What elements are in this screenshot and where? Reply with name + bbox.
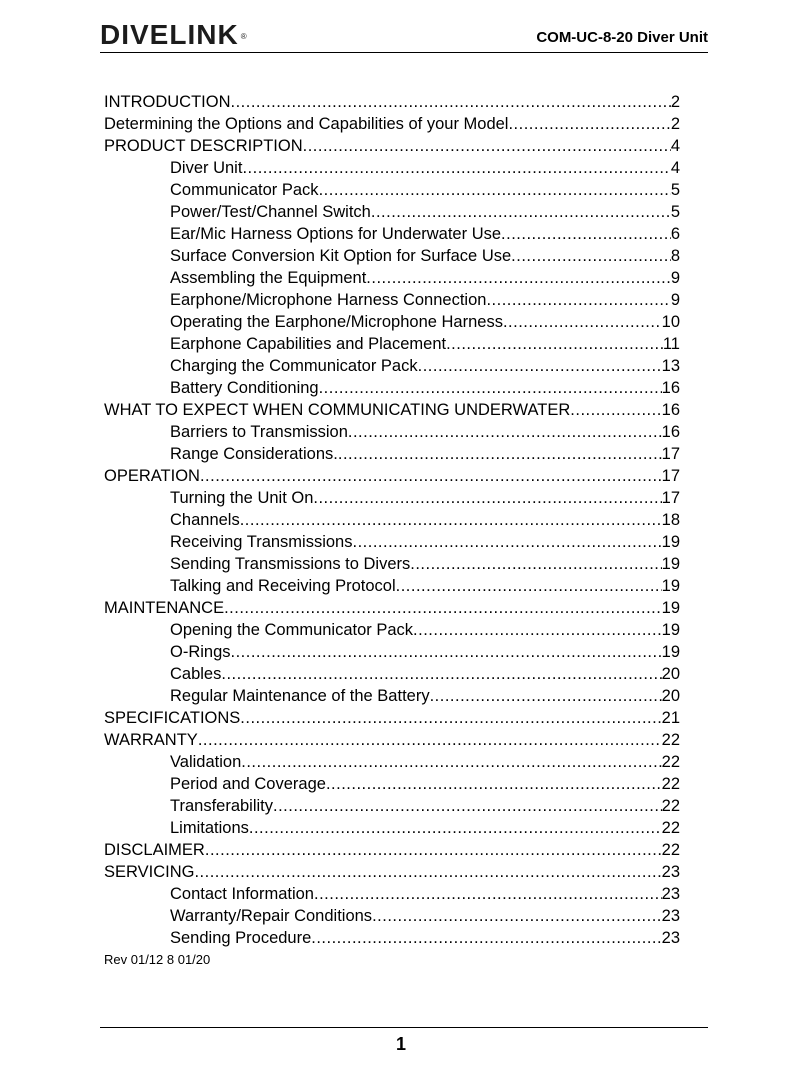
logo-text: DIVELINK (100, 19, 239, 50)
table-of-contents (104, 91, 680, 949)
toc-entry-page: 23 (661, 907, 680, 925)
toc-entry-page: 16 (661, 401, 680, 419)
toc-entry[interactable] (104, 707, 680, 729)
divelink-logo (100, 18, 246, 52)
toc-entry[interactable] (104, 333, 680, 355)
dot-leader (240, 509, 662, 531)
dot-leader (242, 157, 670, 179)
toc-entry-title: Sending Transmissions to Divers (170, 555, 411, 573)
toc-entry-page: 5 (670, 181, 680, 199)
toc-entry-page: 21 (661, 709, 680, 727)
toc-entry-page: 4 (670, 137, 680, 155)
toc-entry-title: Regular Maintenance of the Battery (170, 687, 430, 705)
dot-leader (511, 245, 671, 267)
toc-entry-title: Receiving Transmissions (170, 533, 353, 551)
toc-entry-page: 17 (661, 489, 680, 507)
toc-entry-title: Channels (170, 511, 240, 529)
toc-entry[interactable] (104, 157, 680, 179)
toc-entry-page: 20 (661, 665, 680, 683)
toc-entry-title: Talking and Receiving Protocol (170, 577, 396, 595)
toc-entry-title: Ear/Mic Harness Options for Underwater Use (170, 225, 502, 243)
toc-entry[interactable] (104, 487, 680, 509)
dot-leader (221, 663, 661, 685)
toc-entry-page: 22 (661, 775, 680, 793)
dot-leader (446, 333, 663, 355)
toc-entry[interactable] (104, 905, 680, 927)
header-divider (100, 52, 708, 53)
dot-leader (508, 113, 670, 135)
toc-entry-page: 16 (661, 379, 680, 397)
toc-entry-title: WHAT TO EXPECT WHEN COMMUNICATING UNDERWATER (104, 401, 571, 419)
dot-leader (224, 597, 662, 619)
toc-entry[interactable] (104, 289, 680, 311)
toc-entry-title: SERVICING (104, 863, 195, 881)
toc-entry-page: 18 (661, 511, 680, 529)
toc-entry[interactable] (104, 113, 680, 135)
toc-entry[interactable] (104, 443, 680, 465)
dot-leader (249, 817, 662, 839)
toc-entry-page: 22 (661, 797, 680, 815)
toc-entry-title: Charging the Communicator Pack (170, 357, 418, 375)
toc-entry-page: 6 (670, 225, 680, 243)
toc-entry-title: Period and Coverage (170, 775, 326, 793)
toc-entry-title: Warranty/Repair Conditions (170, 907, 373, 925)
toc-entry-page: 11 (662, 335, 680, 353)
toc-entry-title: Turning the Unit On (170, 489, 314, 507)
toc-entry-page: 22 (661, 819, 680, 837)
toc-entry[interactable] (104, 399, 680, 421)
footer-divider (100, 1027, 708, 1028)
toc-entry[interactable] (104, 597, 680, 619)
toc-entry-title: Sending Procedure (170, 929, 312, 947)
toc-entry[interactable] (104, 729, 680, 751)
toc-entry-page: 17 (661, 445, 680, 463)
dot-leader (241, 751, 661, 773)
dot-leader (570, 399, 661, 421)
toc-entry-page: 13 (661, 357, 680, 375)
toc-entry[interactable] (104, 223, 680, 245)
dot-leader (396, 575, 662, 597)
toc-entry[interactable] (104, 377, 680, 399)
toc-entry-page: 19 (661, 621, 680, 639)
toc-entry[interactable] (104, 861, 680, 883)
dot-leader (372, 905, 662, 927)
toc-entry-title: DISCLAIMER (104, 841, 205, 859)
toc-entry-page: 23 (661, 885, 680, 903)
dot-leader (273, 795, 662, 817)
toc-entry[interactable] (104, 245, 680, 267)
toc-entry-page: 19 (661, 533, 680, 551)
toc-entry-page: 19 (661, 577, 680, 595)
toc-entry[interactable] (104, 773, 680, 795)
toc-entry[interactable] (104, 575, 680, 597)
dot-leader (503, 311, 662, 333)
toc-entry[interactable] (104, 465, 680, 487)
dot-leader (486, 289, 670, 311)
toc-entry[interactable] (104, 179, 680, 201)
toc-entry-title: Range Considerations. (170, 445, 338, 463)
toc-entry-page: 23 (661, 929, 680, 947)
toc-entry-page: 22 (661, 753, 680, 771)
dot-leader (313, 487, 661, 509)
toc-entry[interactable] (104, 663, 680, 685)
toc-entry-page: 19 (661, 643, 680, 661)
toc-entry-title: SPECIFICATIONS (104, 709, 241, 727)
dot-leader (366, 267, 671, 289)
toc-entry-page: 20 (661, 687, 680, 705)
toc-entry-title: O-Rings (170, 643, 231, 661)
toc-entry-title: Validation (170, 753, 242, 771)
revision-note: Rev 01/12 8 01/20 (104, 952, 211, 967)
dot-leader (501, 223, 671, 245)
dot-leader (413, 619, 662, 641)
toc-entry[interactable] (104, 619, 680, 641)
dot-leader (194, 861, 661, 883)
toc-entry-title: Limitations (170, 819, 249, 837)
toc-entry-title: Power/Test/Channel Switch (170, 203, 371, 221)
toc-entry-page: 23 (661, 863, 680, 881)
toc-entry[interactable] (104, 531, 680, 553)
toc-entry[interactable] (104, 751, 680, 773)
toc-entry-title: Communicator Pack (170, 181, 319, 199)
toc-entry-title: OPERATION (104, 467, 200, 485)
toc-entry[interactable] (104, 509, 680, 531)
toc-entry-title: Barriers to Transmission (170, 423, 348, 441)
toc-entry-page: 8 (670, 247, 680, 265)
toc-entry-title: Earphone Capabilities and Placement (170, 335, 447, 353)
toc-entry[interactable] (104, 795, 680, 817)
toc-entry-page: 19 (661, 555, 680, 573)
toc-entry-page: 16 (661, 423, 680, 441)
toc-entry-title: Battery Conditioning (170, 379, 319, 397)
toc-entry-title: Cables (170, 665, 222, 683)
document-unit-title: COM-UC-8-20 Diver Unit (536, 29, 708, 46)
toc-entry[interactable] (104, 817, 680, 839)
dot-leader (348, 421, 662, 443)
toc-entry-title: Opening the Communicator Pack (170, 621, 414, 639)
dot-leader (352, 531, 661, 553)
toc-entry-page: 4 (670, 159, 680, 177)
toc-entry-title: Operating the Earphone/Microphone Harness (170, 313, 503, 331)
toc-entry-page: 2 (670, 115, 680, 133)
toc-entry[interactable] (104, 311, 680, 333)
toc-entry-title: Determining the Options and Capabilities of your Model (104, 115, 509, 133)
toc-entry-title: Diver Unit (170, 159, 243, 177)
toc-entry-title: Earphone/Microphone Harness Connection (170, 291, 487, 309)
dot-leader (314, 883, 662, 905)
toc-entry[interactable] (104, 91, 680, 113)
dot-leader (231, 641, 662, 663)
toc-entry-title: INTRODUCTION (104, 93, 231, 111)
toc-entry[interactable] (104, 883, 680, 905)
dot-leader (319, 377, 662, 399)
dot-leader (231, 91, 671, 113)
toc-entry-page: 22 (661, 731, 680, 749)
toc-entry-title: Assembling the Equipment (170, 269, 367, 287)
toc-entry[interactable] (104, 201, 680, 223)
toc-entry[interactable] (104, 685, 680, 707)
dot-leader (338, 443, 662, 465)
toc-entry[interactable] (104, 135, 680, 157)
toc-entry-page: 22 (661, 841, 680, 859)
toc-entry[interactable] (104, 839, 680, 861)
toc-entry[interactable] (104, 641, 680, 663)
dot-leader (319, 179, 671, 201)
toc-entry-page: 5 (670, 203, 680, 221)
dot-leader (303, 135, 671, 157)
toc-entry-page: 19 (661, 599, 680, 617)
toc-entry-title: Transferability (170, 797, 274, 815)
dot-leader (418, 355, 662, 377)
toc-entry[interactable] (104, 553, 680, 575)
toc-entry-page: 17 (661, 467, 680, 485)
page-header (100, 18, 708, 52)
toc-entry[interactable] (104, 355, 680, 377)
toc-entry-title: WARRANTY (104, 731, 198, 749)
toc-entry-page: 10 (661, 313, 680, 331)
toc-entry-page: 2 (670, 93, 680, 111)
dot-leader (430, 685, 662, 707)
toc-entry-title: Surface Conversion Kit Option for Surface Use (170, 247, 512, 265)
toc-entry[interactable] (104, 421, 680, 443)
dot-leader (240, 707, 661, 729)
dot-leader (200, 465, 662, 487)
toc-entry-title: Contact Information (170, 885, 314, 903)
toc-entry[interactable] (104, 267, 680, 289)
page-number: 1 (396, 1034, 407, 1054)
dot-leader (371, 201, 671, 223)
dot-leader (205, 839, 662, 861)
registered-mark: ® (240, 32, 248, 41)
toc-entry-title: MAINTENANCE (104, 599, 225, 617)
toc-entry-page: 9 (670, 291, 680, 309)
dot-leader (326, 773, 662, 795)
dot-leader (198, 729, 662, 751)
dot-leader (410, 553, 661, 575)
dot-leader (311, 927, 661, 949)
toc-entry-page: 9 (670, 269, 680, 287)
toc-entry[interactable] (104, 927, 680, 949)
toc-entry-title: PRODUCT DESCRIPTION (104, 137, 303, 155)
